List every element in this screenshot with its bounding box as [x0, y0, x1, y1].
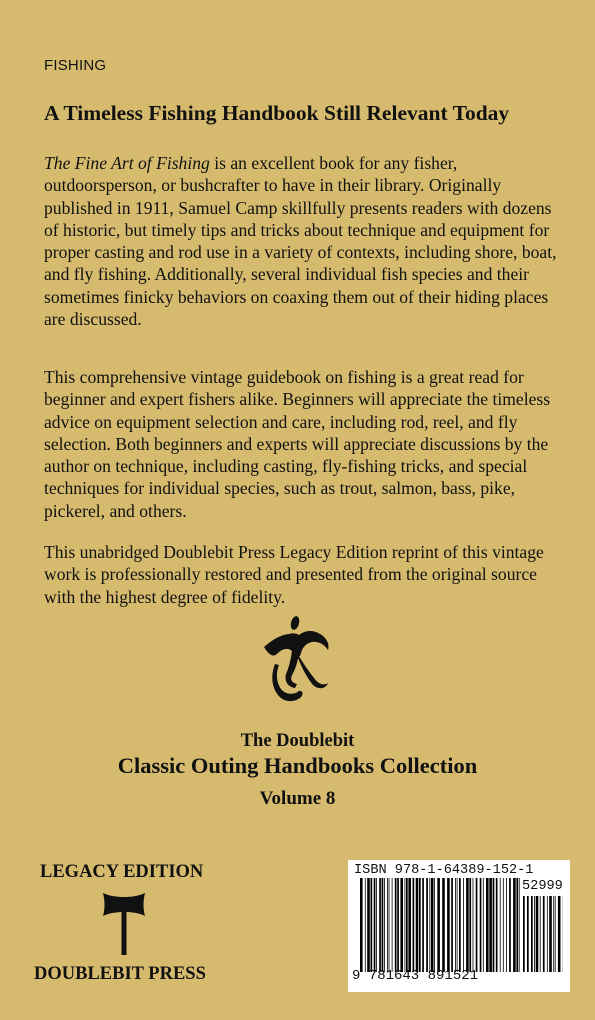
category-label: FISHING [44, 57, 107, 74]
barcode-bar [476, 878, 478, 972]
barcode-bar [437, 878, 440, 972]
barcode-bar [434, 878, 435, 972]
barcode-bar [496, 878, 498, 972]
barcode-bar [534, 896, 535, 972]
barcode-bar [516, 878, 518, 972]
barcode-bar [500, 878, 501, 972]
isbn-barcode [360, 878, 520, 972]
paragraph-2-text: This comprehensive vintage guidebook on fishing is a great read for beginner and expert fishers alike. Beginners will appreciate the timeless advice on equipment selection and care, including rod, reel, and fly selection. Both beginners and experts will appreciate discussions by the author on technique, including casting, fly-fishing tricks, and special techniques for individual species, such as trout, salmon, bass, pike, pickerel, and others. [44, 367, 551, 521]
ean-digits: 9 781643 891521 [352, 968, 479, 984]
barcode-bar [389, 878, 390, 972]
barcode-bar [376, 878, 377, 972]
legacy-edition-label: LEGACY EDITION [40, 862, 204, 882]
barcode-bar [426, 878, 428, 972]
barcode-bar [506, 878, 507, 972]
barcode-bar [360, 878, 363, 972]
barcode-bar [523, 896, 525, 972]
barcode-bar [447, 878, 450, 972]
collection-prefix: The Doublebit [240, 731, 355, 751]
barcode-bar [429, 878, 430, 972]
barcode-bar [451, 878, 453, 972]
description-paragraph-2 [44, 366, 564, 522]
description-paragraph-1 [44, 152, 564, 330]
barcode-bar [466, 878, 469, 972]
isbn-label: ISBN 978-1-64389-152-1 [354, 863, 534, 878]
description-paragraph-3 [44, 541, 564, 608]
barcode-bar [509, 878, 511, 972]
barcode-bar [400, 878, 403, 972]
barcode-bar [553, 896, 554, 972]
barcode-bar [503, 878, 504, 972]
price-barcode [523, 896, 563, 972]
barcode-bar [493, 878, 495, 972]
barcode-bar [408, 878, 411, 972]
barcode-bar [463, 878, 464, 972]
barcode-bar [473, 878, 474, 972]
barcode-bar [413, 878, 415, 972]
barcode-bar [442, 878, 445, 972]
barcode-bar [416, 878, 419, 972]
barcode-bar [513, 878, 516, 972]
barcode-bar [469, 878, 471, 972]
barcode-bar [384, 878, 385, 972]
barcode-bar [457, 878, 458, 972]
barcode-bar [431, 878, 434, 972]
double-bit-axe-icon [103, 891, 145, 955]
barcode-bar [397, 878, 399, 972]
barcode-bar [371, 878, 373, 972]
headline: A Timeless Fishing Handbook Still Relevant Today [44, 101, 510, 125]
barcode-bar [519, 878, 520, 972]
barcode-bar [367, 878, 370, 972]
barcode-bar [405, 878, 406, 972]
barcode-bar [365, 878, 366, 972]
book-title: The Fine Art of Fishing [44, 153, 210, 173]
paragraph-1-text: is an excellent book for any fisher, outdoorsperson, or bushcrafter to have in their library. Originally published in 1911, Samuel Camp skillfully presents readers with dozens of historic, but timely tips and tricks about technique and equipment for proper casting and rod use in a variety of contexts, including shore, boat, and fly fishing. Additionally, several individual fish species and their sometimes finicky behaviors on coaxing them out of their hiding places are discussed. [44, 153, 557, 330]
barcode-bar [419, 878, 421, 972]
barcode-bar [459, 878, 461, 972]
barcode-bar [392, 878, 393, 972]
paragraph-3-text: This unabridged Doublebit Press Legacy Edition reprint of this vintage work is professionally restored and presented from the original source with the highest degree of fidelity. [44, 542, 544, 607]
barcode-bar [395, 878, 397, 972]
barcode-bar [387, 878, 388, 972]
barcode-bar [382, 878, 384, 972]
barcode-bar [486, 878, 489, 972]
barcode-bar [558, 896, 561, 972]
barcode-bar [543, 896, 545, 972]
publisher-name: DOUBLEBIT PRESS [34, 964, 206, 984]
barcode-bar [422, 878, 424, 972]
barcode-bar [555, 896, 556, 972]
barcode-bar [406, 878, 408, 972]
price-code: 52999 [522, 879, 563, 894]
barcode-bar [549, 896, 552, 972]
barcode-bar [455, 878, 456, 972]
barcode-bar [540, 896, 541, 972]
barcode-bar [374, 878, 376, 972]
fishing-figure-logo-icon [262, 614, 332, 708]
collection-name: Classic Outing Handbooks Collection [117, 753, 478, 778]
barcode-bar [480, 878, 482, 972]
collection-volume: Volume 8 [259, 788, 336, 809]
barcode-bar [483, 878, 484, 972]
barcode-bar [527, 896, 529, 972]
barcode-bar [547, 896, 548, 972]
barcode-bar [531, 896, 533, 972]
barcode-bar [489, 878, 492, 972]
barcode-bar [379, 878, 381, 972]
barcode-bar [536, 896, 539, 972]
